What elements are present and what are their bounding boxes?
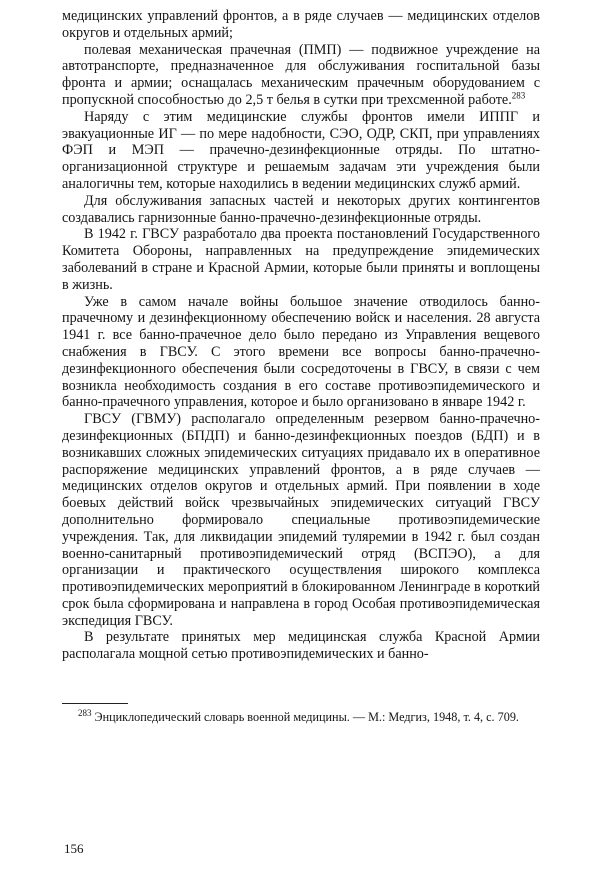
paragraph-2-text: полевая механическая прачечная (ПМП) — подвижное учреждение на автотранспорте, предназначенное для обслуживания госпитальной базы фронта и армии; оснащалась механическим прачечным оборудованием с пропускной способностью до 2,5 т белья в сутки при трехсменной работе [62, 41, 540, 108]
footnote-divider [62, 703, 128, 704]
footnote-reference: 283 [511, 90, 526, 101]
paragraph-4: Для обслуживания запасных частей и некоторых других контингентов создавались гарнизонные банно-прачечно-дезинфекционные отряды. [62, 192, 540, 226]
footnote-number: 283 [78, 708, 92, 719]
paragraph-2: полевая механическая прачечная (ПМП) — подвижное учреждение на автотранспорте, предназначенное для обслуживания госпитальной базы фронта и армии; оснащалась механическим прачечным оборудованием с пропускной способностью до 2,5 т белья в сутки при трехсменной работе.$^{283}$ [62, 41, 540, 108]
paragraph-1: медицинских управлений фронтов, а в ряде случаев — медицинских отделов округов и отдельных армий; [62, 8, 540, 41]
paragraph-8: В результате принятых мер медицинская служба Красной Армии располагала мощной сетью противоэпидемических и банно- [62, 629, 540, 663]
footnote-text: Энциклопедический словарь военной медицины. — М.: Медгиз, 1948, т. 4, с. 709. [94, 710, 519, 725]
footnote [62, 710, 540, 725]
paragraph-3: Наряду с этим медицинские службы фронтов имели ИППГ и эвакуационные ИГ — по мере надобности, СЭО, ОДР, СКП, при управлениях ФЭП и МЭП — прачечно-дезинфекционные отряды. По штатно-организационной структуре и решаемым задачам эти учреждения были аналогичны тем, которые находились в ведении медицинских служб армий. [62, 108, 540, 192]
paragraph-6: Уже в самом начале войны большое значение отводилось банно-прачечному и дезинфекционному обеспечению войск и населения. 28 августа 1941 г. все банно-прачечное дело было передано из Управления вещевого снабжения в ГВСУ. С этого времени все вопросы банно-прачечно-дезинфекционного обеспечения были сосредоточены в ГВСУ, в связи с чем возникла необходимость создания в его составе противоэпидемического и банно-прачечного управления, которое и было организовано в январе 1942 г. [62, 293, 540, 411]
paragraph-5: В 1942 г. ГВСУ разработало два проекта постановлений Государственного Комитета Обороны, направленных на предупреждение эпидемических заболеваний в стране и Красной Армии, которые были приняты и воплощены в жизнь. [62, 226, 540, 293]
page-number: 156 [64, 841, 84, 856]
paragraph-7: ГВСУ (ГВМУ) располагало определенным резервом банно-прачечно-дезинфекционных (БПДП) и банно-дезинфекционных поездов (БДП) и в возникавших сложных эпидемических ситуациях придавало их в оперативное распоряжение медицинских управлений фронтов, а в ряде случаев — медицинских отделов округов и отдельных армий. При появлении в ходе боевых действий войск чрезвычайных эпидемических ситуаций ГВСУ дополнительно формировало специальные противоэпидемические учреждения. Так, для ликвидации эпидемий туляремии в 1942 г. был создан военно-санитарный противоэпидемический отряд (ВСПЭО), а для организации и практического осуществления широкого комплекса противоэпидемических мероприятий в блокированном Ленинграде в короткий срок была сформирована и направлена в город Особая противоэпидемическая экспедиция ГВСУ. [62, 411, 540, 629]
page-body [62, 8, 540, 725]
